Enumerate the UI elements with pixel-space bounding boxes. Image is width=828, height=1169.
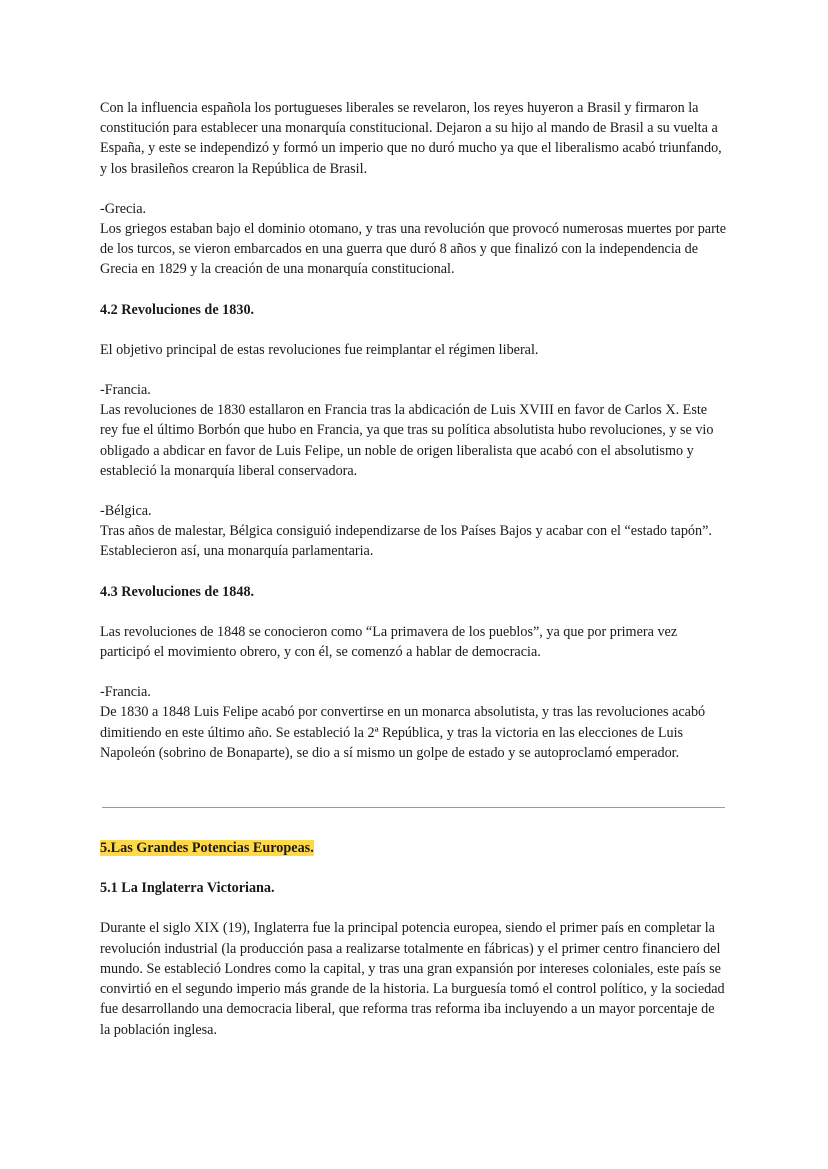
heading-revoluciones-1848: 4.3 Revoluciones de 1848.	[100, 583, 255, 600]
heading-inglaterra-victoriana: 5.1 La Inglaterra Victoriana.	[100, 880, 275, 897]
francia-1830-paragraph: Las revoluciones de 1830 estallaron en Francia tras la abdicación de Luis XVIII en favor de Carlos X. Este rey fue el último Borbón que hubo en Francia, ya que tras su política absolutista hubo revoluciones, y se vio obligado a abdicar en favor de Luis Felipe, un noble de origen liberalista que acabó con el absolutismo y estableció la monarquía liberal conservadora.	[100, 402, 714, 479]
belgica-label: -Bélgica.	[100, 503, 152, 520]
grecia-label: -Grecia.	[100, 200, 147, 217]
francia-1830-label: -Francia.	[100, 382, 151, 399]
belgica-paragraph: Tras años de malestar, Bélgica consiguió independizarse de los Países Bajos y acabar con el “estado tapón”. Establecieron así, una monarquía parlamentaria.	[100, 523, 712, 560]
intro-1848-paragraph: Las revoluciones de 1848 se conocieron como “La primavera de los pueblos”, ya que por primera vez participó el movimiento obrero, y con él, se comenzó a hablar de democracia.	[100, 623, 678, 661]
heading-revoluciones-1830: 4.2 Revoluciones de 1830.	[100, 301, 255, 318]
inglaterra-paragraph: Durante el siglo XIX (19), Inglaterra fue la principal potencia europea, siendo el primer país en completar la revolución industrial (la producción pasa a realizarse totalmente en fábricas) y el primer centro financiero del mundo. Se estableció Londres como la capital, y tras una gran expansión por intereses coloniales, este país se convirtió en el segundo imperio más grande de la historia. La burguesía tomó el control político, y la sociedad fue desarrollando una democracia liberal, que reforma tras reforma iba incluyendo a un mayor porcentaje de la población inglesa.	[100, 920, 725, 1038]
objetivo-1830-paragraph: El objetivo principal de estas revoluciones fue reimplantar el régimen liberal.	[100, 341, 539, 358]
document-page	[100, 98, 728, 1040]
section-title-grandes-potencias: 5.Las Grandes Potencias Europeas.	[100, 840, 314, 857]
francia-1848-label: -Francia.	[100, 684, 151, 701]
portugal-paragraph: Con la influencia española los portugueses liberales se revelaron, los reyes huyeron a Brasil y firmaron la constitución para establecer una monarquía constitucional. Dejaron a su hijo al mando de Brasil a su vuelta a España, y este se independizó y formó un imperio que no duró mucho ya que el liberalismo acabó triunfando, y los brasileños crearon la República de Brasil.	[100, 100, 722, 177]
horizontal-rule	[102, 807, 725, 808]
francia-1848-paragraph: De 1830 a 1848 Luis Felipe acabó por convertirse en un monarca absolutista, y tras las revoluciones acabó dimitiendo en este último año. Se estableció la 2ª República, y tras la victoria en las elecciones de Luis Napoleón (sobrino de Bonaparte), se dio a sí mismo un golpe de estado y se autoproclamó emperador.	[100, 704, 706, 761]
grecia-paragraph: Los griegos estaban bajo el dominio otomano, y tras una revolución que provocó numerosas muertes por parte de los turcos, se vieron embarcados en una guerra que duró 8 años y que finalizó con la independencia de Grecia en 1829 y la creación de una monarquía constitucional.	[100, 221, 727, 278]
